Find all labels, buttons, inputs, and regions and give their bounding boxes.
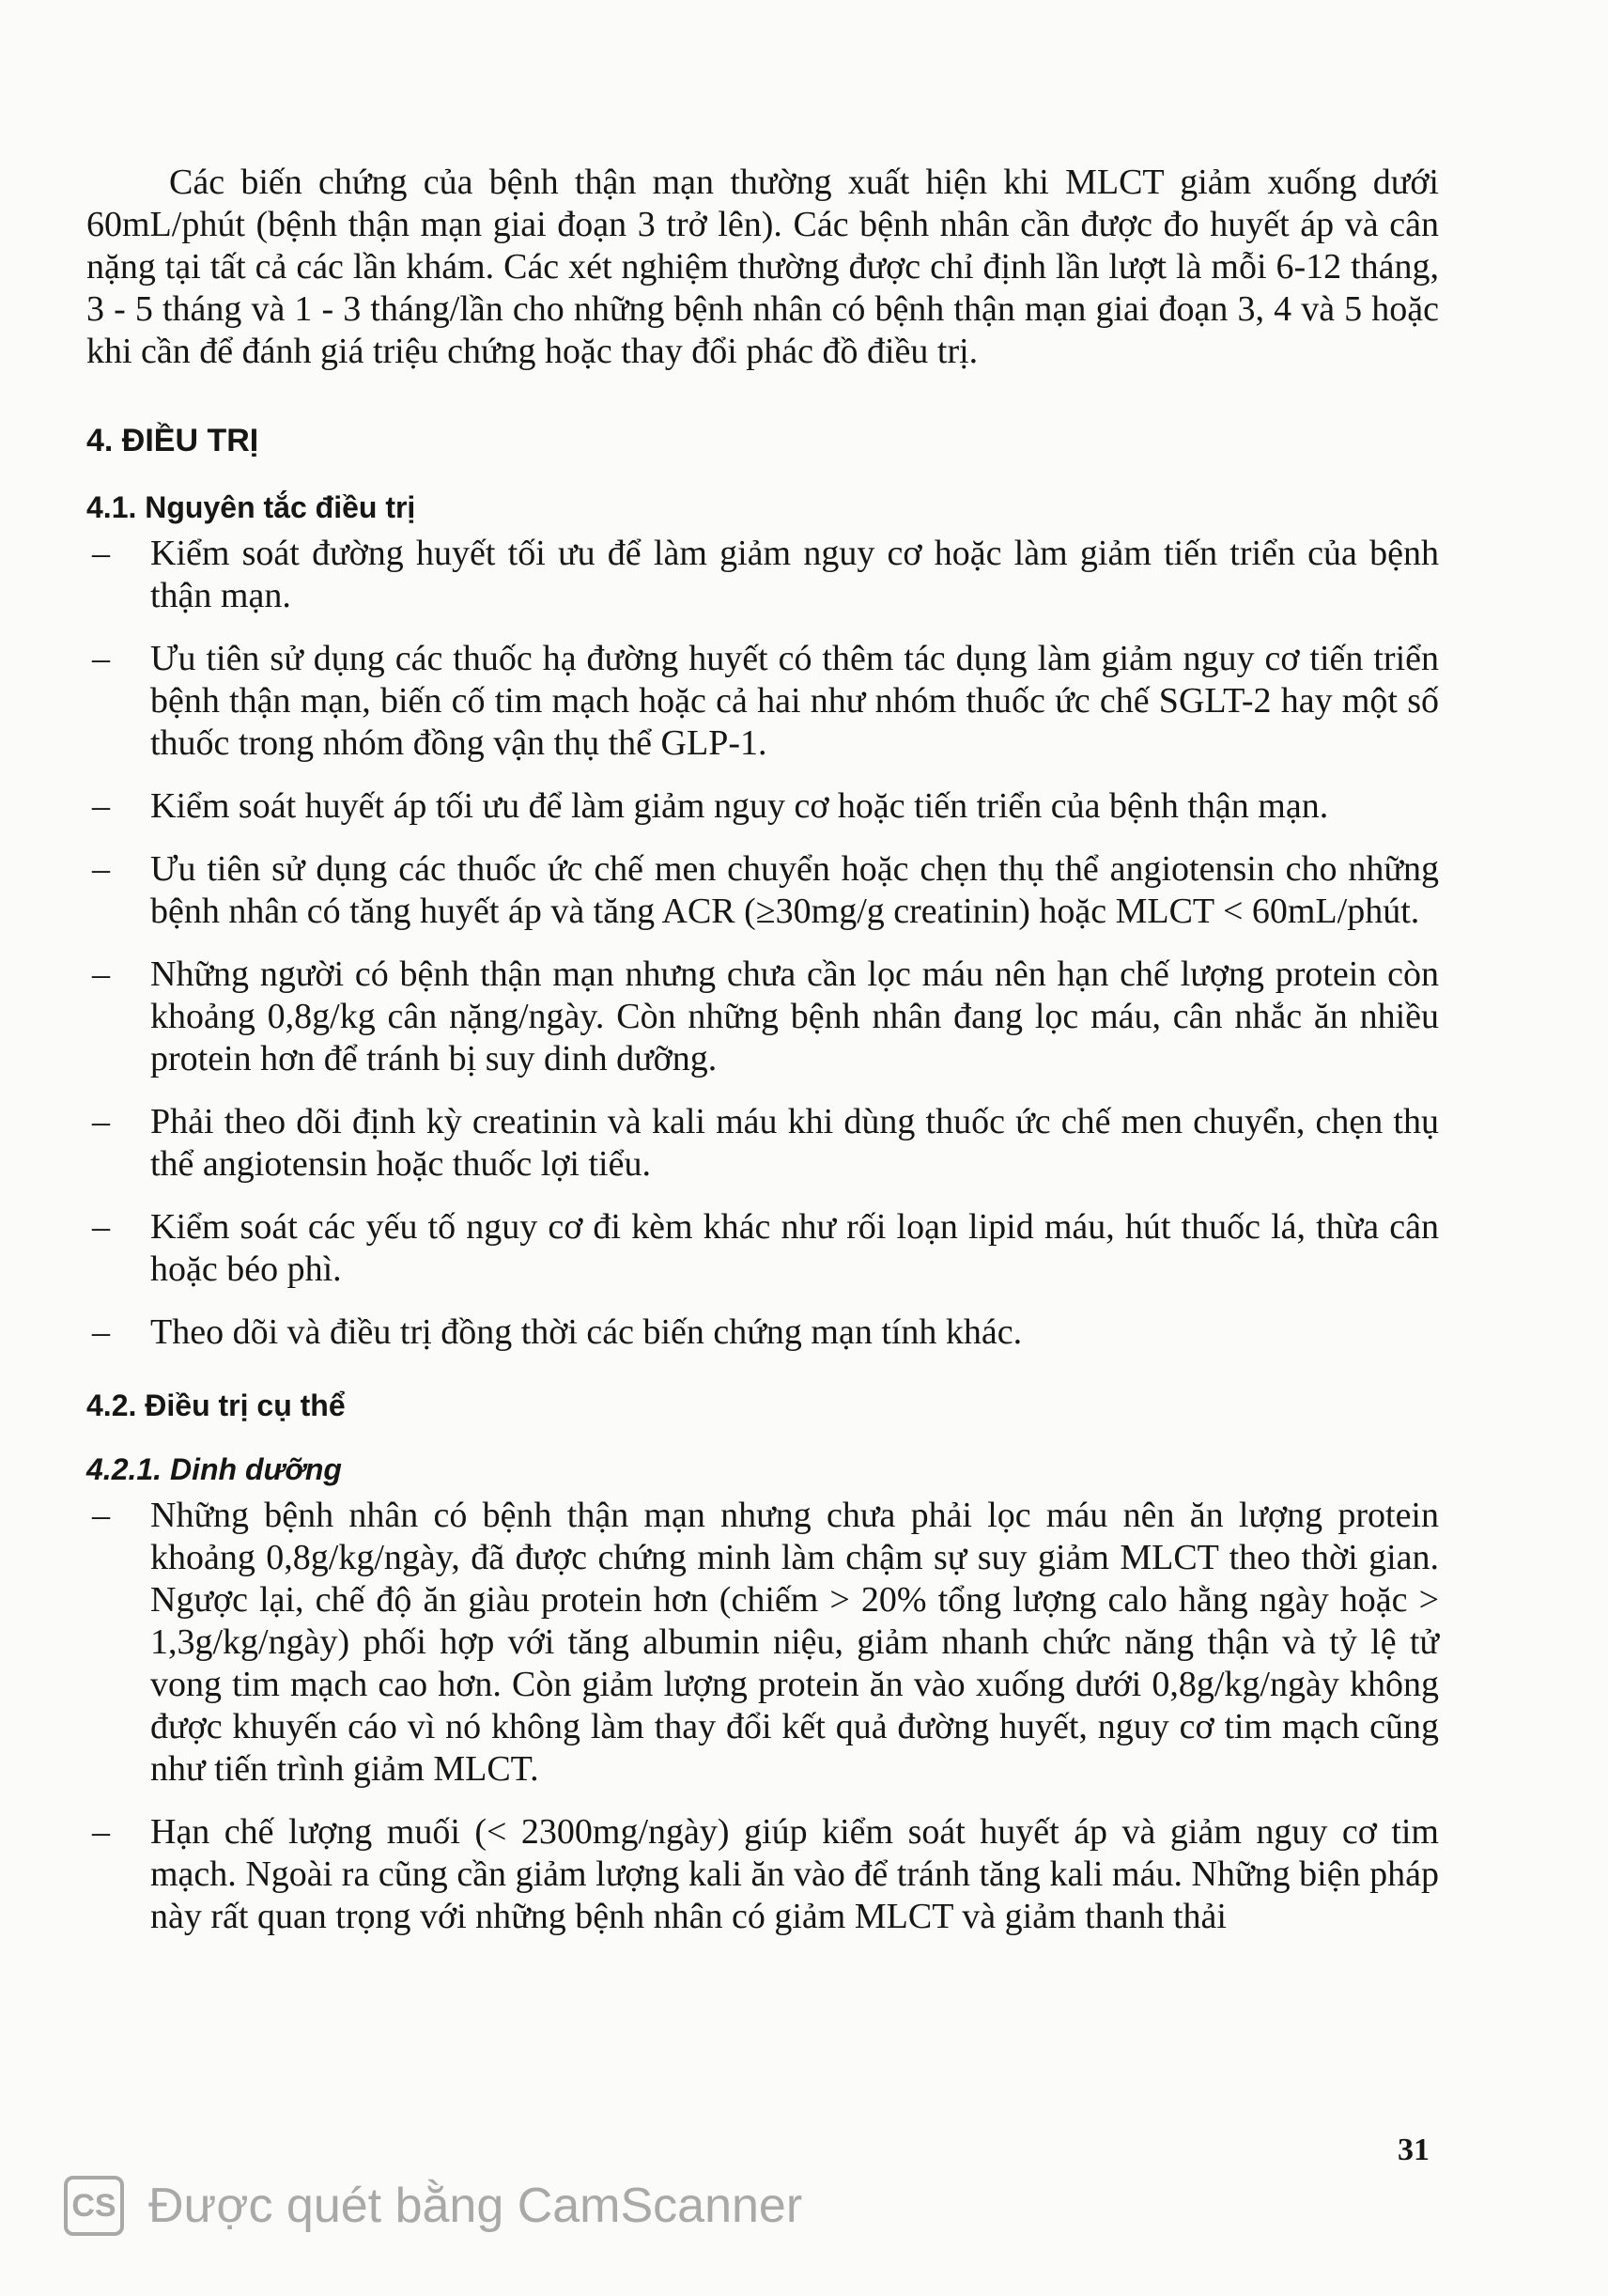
nutrition-list (86, 1495, 1439, 1938)
list-item (86, 1811, 1439, 1938)
dash-bullet: – (92, 639, 110, 678)
list-item-text: Những bệnh nhân có bệnh thận mạn nhưng chưa phải lọc máu nên ăn lượng protein khoảng 0,8g/kg/ngày, đã được chứng minh làm chậm sự suy giảm MLCT theo thời gian. Ngược lại, chế độ ăn giàu protein hơn (chiếm > 20% tổng lượng calo hằng ngày hoặc > 1,3g/kg/ngày) phối hợp với tăng albumin niệu, giảm nhanh chức năng thận và tỷ lệ tử vong tim mạch cao hơn. Còn giảm lượng protein ăn vào xuống dưới 0,8g/kg/ngày không được khuyến cáo vì nó không làm thay đổi kết quả đường huyết, nguy cơ tim mạch cũng như tiến trình giảm MLCT. (150, 1496, 1439, 1789)
list-item (86, 1206, 1439, 1291)
list-item-text: Ưu tiên sử dụng các thuốc hạ đường huyết có thêm tác dụng làm giảm nguy cơ tiến triển bệnh thận mạn, biến cố tim mạch hoặc cả hai như nhóm thuốc ức chế SGLT-2 hay một số thuốc trong nhóm đồng vận thụ thể GLP-1. (150, 639, 1439, 763)
list-item (86, 1311, 1439, 1354)
list-item (86, 954, 1439, 1080)
dash-bullet: – (92, 1207, 110, 1247)
list-item-text: Kiểm soát các yếu tố nguy cơ đi kèm khác như rối loạn lipid máu, hút thuốc lá, thừa cân hoặc béo phì. (150, 1207, 1439, 1289)
page-number: 31 (1398, 2133, 1430, 2167)
list-item (86, 1101, 1439, 1186)
list-item-text: Phải theo dõi định kỳ creatinin và kali máu khi dùng thuốc ức chế men chuyển, chẹn thụ thể angiotensin hoặc thuốc lợi tiểu. (150, 1102, 1439, 1184)
dash-bullet: – (92, 786, 110, 826)
dash-bullet: – (92, 1812, 110, 1852)
list-item-text: Kiểm soát đường huyết tối ưu để làm giảm nguy cơ hoặc làm giảm tiến triển của bệnh thận mạn. (150, 534, 1439, 615)
list-item (86, 533, 1439, 617)
list-item-text: Hạn chế lượng muối (< 2300mg/ngày) giúp kiểm soát huyết áp và giảm nguy cơ tim mạch. Ngoài ra cũng cần giảm lượng kali ăn vào để tránh tăng kali máu. Những biện pháp này rất quan trọng với những bệnh nhân có giảm MLCT và giảm thanh thải (150, 1812, 1439, 1936)
dash-bullet: – (92, 534, 110, 573)
list-item-text: Ưu tiên sử dụng các thuốc ức chế men chuyển hoặc chẹn thụ thể angiotensin cho những bệnh nhân có tăng huyết áp và tăng ACR (≥30mg/g creatinin) hoặc MLCT < 60mL/phút. (150, 849, 1439, 931)
list-item (86, 848, 1439, 933)
list-item-text: Những người có bệnh thận mạn nhưng chưa cần lọc máu nên hạn chế lượng protein còn khoảng 0,8g/kg cân nặng/ngày. Còn những bệnh nhân đang lọc máu, cân nhắc ăn nhiều protein hơn để tránh bị suy dinh dưỡng. (150, 954, 1439, 1078)
section-4-heading: 4. ĐIỀU TRỊ (86, 423, 259, 458)
principles-list (86, 533, 1439, 1354)
dash-bullet: – (92, 954, 110, 994)
intro-paragraph: Các biến chứng của bệnh thận mạn thường xuất hiện khi MLCT giảm xuống dưới 60mL/phút (bệnh thận mạn giai đoạn 3 trở lên). Các bệnh nhân cần được đo huyết áp và cân nặng tại tất cả các lần khám. Các xét nghiệm thường được chỉ định lần lượt là mỗi 6-12 tháng, 3 - 5 tháng và 1 - 3 tháng/lần cho những bệnh nhân có bệnh thận mạn giai đoạn 3, 4 và 5 hoặc khi cần để đánh giá triệu chứng hoặc thay đổi phác đồ điều trị. (86, 163, 1439, 371)
page-content (86, 162, 1439, 1959)
dash-bullet: – (92, 1312, 110, 1352)
list-item-text: Kiểm soát huyết áp tối ưu để làm giảm nguy cơ hoặc tiến triển của bệnh thận mạn. (150, 786, 1329, 826)
list-item (86, 785, 1439, 828)
dash-bullet: – (92, 1496, 110, 1535)
list-item-text: Theo dõi và điều trị đồng thời các biến chứng mạn tính khác. (150, 1312, 1023, 1352)
section-4-2-heading: 4.2. Điều trị cụ thể (86, 1388, 346, 1422)
section-4-1-heading: 4.1. Nguyên tắc điều trị (86, 490, 416, 524)
list-item (86, 1495, 1439, 1791)
camscanner-logo-icon: CS (64, 2176, 124, 2236)
list-item (86, 638, 1439, 765)
section-4-2-1-heading: 4.2.1. Dinh dưỡng (86, 1452, 342, 1486)
dash-bullet: – (92, 1102, 110, 1141)
dash-bullet: – (92, 849, 110, 889)
watermark-text: Được quét bằng CamScanner (148, 2179, 803, 2233)
camscanner-watermark (64, 2176, 802, 2236)
